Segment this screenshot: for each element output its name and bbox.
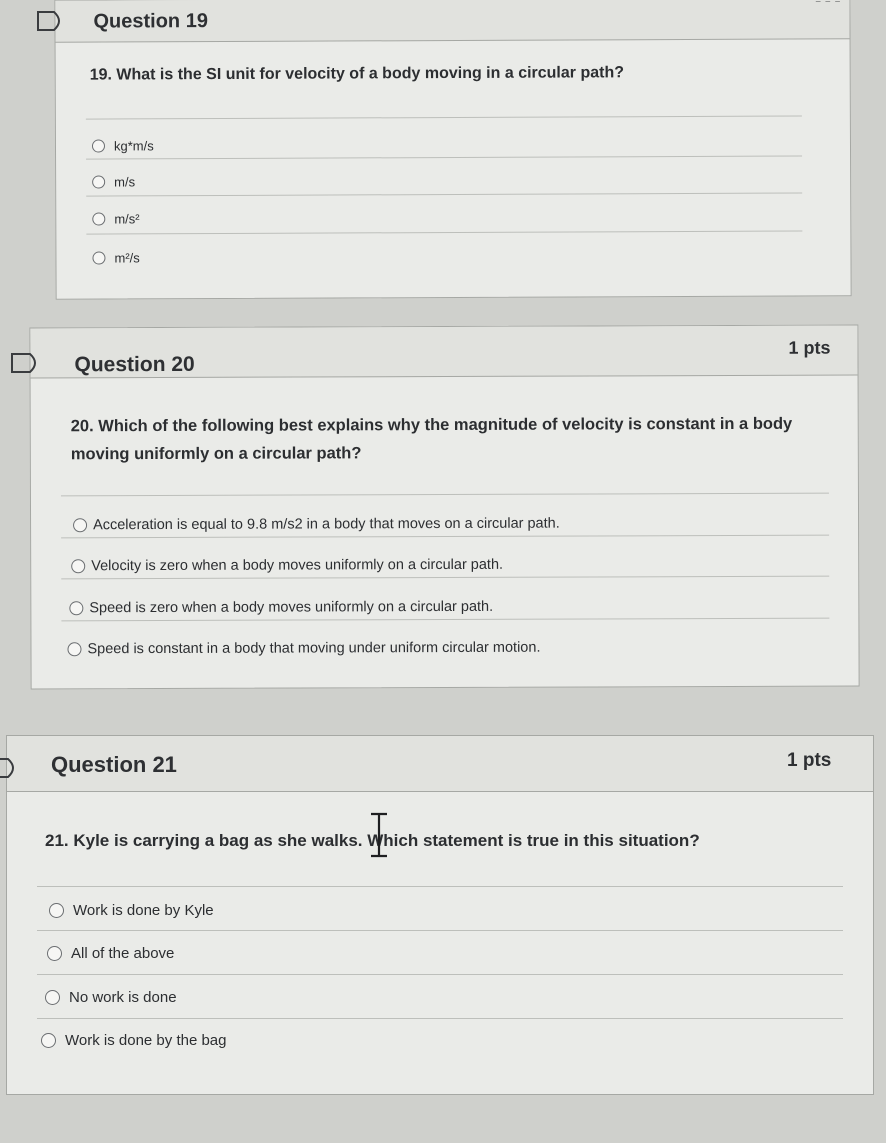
answer-option[interactable] bbox=[41, 1032, 226, 1049]
answer-divider bbox=[37, 974, 843, 975]
radio-button[interactable] bbox=[45, 990, 60, 1005]
answer-divider bbox=[86, 115, 802, 119]
question-21-card bbox=[6, 735, 874, 1095]
question-19-title: Question 19 bbox=[93, 10, 208, 33]
radio-button[interactable] bbox=[71, 559, 85, 573]
radio-button[interactable] bbox=[49, 903, 64, 918]
question-21-title: Question 21 bbox=[51, 752, 177, 777]
answer-divider bbox=[37, 1018, 843, 1019]
answer-label: m/s² bbox=[114, 211, 140, 227]
answer-label: m²/s bbox=[114, 250, 140, 266]
radio-button[interactable] bbox=[47, 946, 62, 961]
radio-button[interactable] bbox=[67, 642, 81, 656]
question-20-points: 1 pts bbox=[788, 337, 831, 358]
answer-option[interactable] bbox=[73, 516, 560, 534]
question-19-text: 19. What is the SI unit for velocity of a body moving in a circular path? bbox=[89, 64, 625, 84]
flag-icon[interactable] bbox=[0, 757, 20, 779]
question-20-card bbox=[29, 325, 859, 690]
answer-divider bbox=[37, 886, 843, 887]
question-19-card bbox=[54, 0, 851, 300]
text-cursor-icon bbox=[368, 812, 390, 858]
answer-divider bbox=[86, 192, 802, 196]
answer-divider bbox=[86, 155, 802, 159]
radio-button[interactable] bbox=[92, 252, 105, 265]
answer-divider bbox=[61, 618, 829, 622]
question-21-points: 1 pts bbox=[787, 750, 832, 771]
answer-label: Work is done by the bag bbox=[65, 1032, 227, 1049]
answer-option[interactable] bbox=[49, 902, 214, 919]
answer-divider bbox=[61, 576, 829, 580]
radio-button[interactable] bbox=[92, 140, 105, 153]
question-20-title: Question 20 bbox=[74, 352, 195, 377]
radio-button[interactable] bbox=[41, 1033, 56, 1048]
answer-label: Speed is zero when a body moves uniformly on a circular path. bbox=[89, 598, 494, 617]
answer-divider bbox=[37, 930, 843, 931]
answer-label: No work is done bbox=[69, 989, 177, 1006]
question-21-text: 21. Kyle is carrying a bag as she walks. Which statement is true in this situation? bbox=[45, 831, 700, 850]
answer-option[interactable] bbox=[92, 211, 139, 226]
question-20-text: 20. Which of the following best explains why the magnitude of velocity is constant in a body moving uniformly on a circular path? bbox=[70, 414, 793, 464]
answer-label: Velocity is zero when a body moves uniformly on a circular path. bbox=[91, 556, 504, 575]
answer-divider bbox=[61, 535, 829, 539]
answer-option[interactable] bbox=[45, 989, 177, 1006]
answer-option[interactable] bbox=[69, 599, 493, 616]
answer-option[interactable] bbox=[67, 640, 540, 658]
radio-button[interactable] bbox=[69, 601, 83, 615]
answer-option[interactable] bbox=[92, 138, 154, 153]
corner-mark: ⁻ ⁻ ⁻ bbox=[815, 0, 841, 10]
flag-icon[interactable] bbox=[10, 352, 42, 374]
answer-label: Acceleration is equal to 9.8 m/s2 in a body that moves on a circular path. bbox=[93, 515, 560, 534]
answer-label: All of the above bbox=[71, 945, 175, 962]
answer-option[interactable] bbox=[71, 557, 503, 575]
answer-label: Speed is constant in a body that moving under uniform circular motion. bbox=[87, 639, 541, 658]
answer-label: kg*m/s bbox=[113, 138, 154, 154]
answer-label: Work is done by Kyle bbox=[73, 902, 214, 919]
radio-button[interactable] bbox=[92, 176, 105, 189]
answer-divider bbox=[61, 493, 829, 497]
answer-option[interactable] bbox=[92, 174, 135, 189]
answer-divider bbox=[86, 230, 802, 234]
flag-icon[interactable] bbox=[36, 10, 66, 32]
radio-button[interactable] bbox=[73, 518, 87, 532]
radio-button[interactable] bbox=[92, 213, 105, 226]
answer-option[interactable] bbox=[47, 945, 174, 962]
answer-label: m/s bbox=[114, 174, 136, 190]
answer-option[interactable] bbox=[92, 250, 139, 265]
